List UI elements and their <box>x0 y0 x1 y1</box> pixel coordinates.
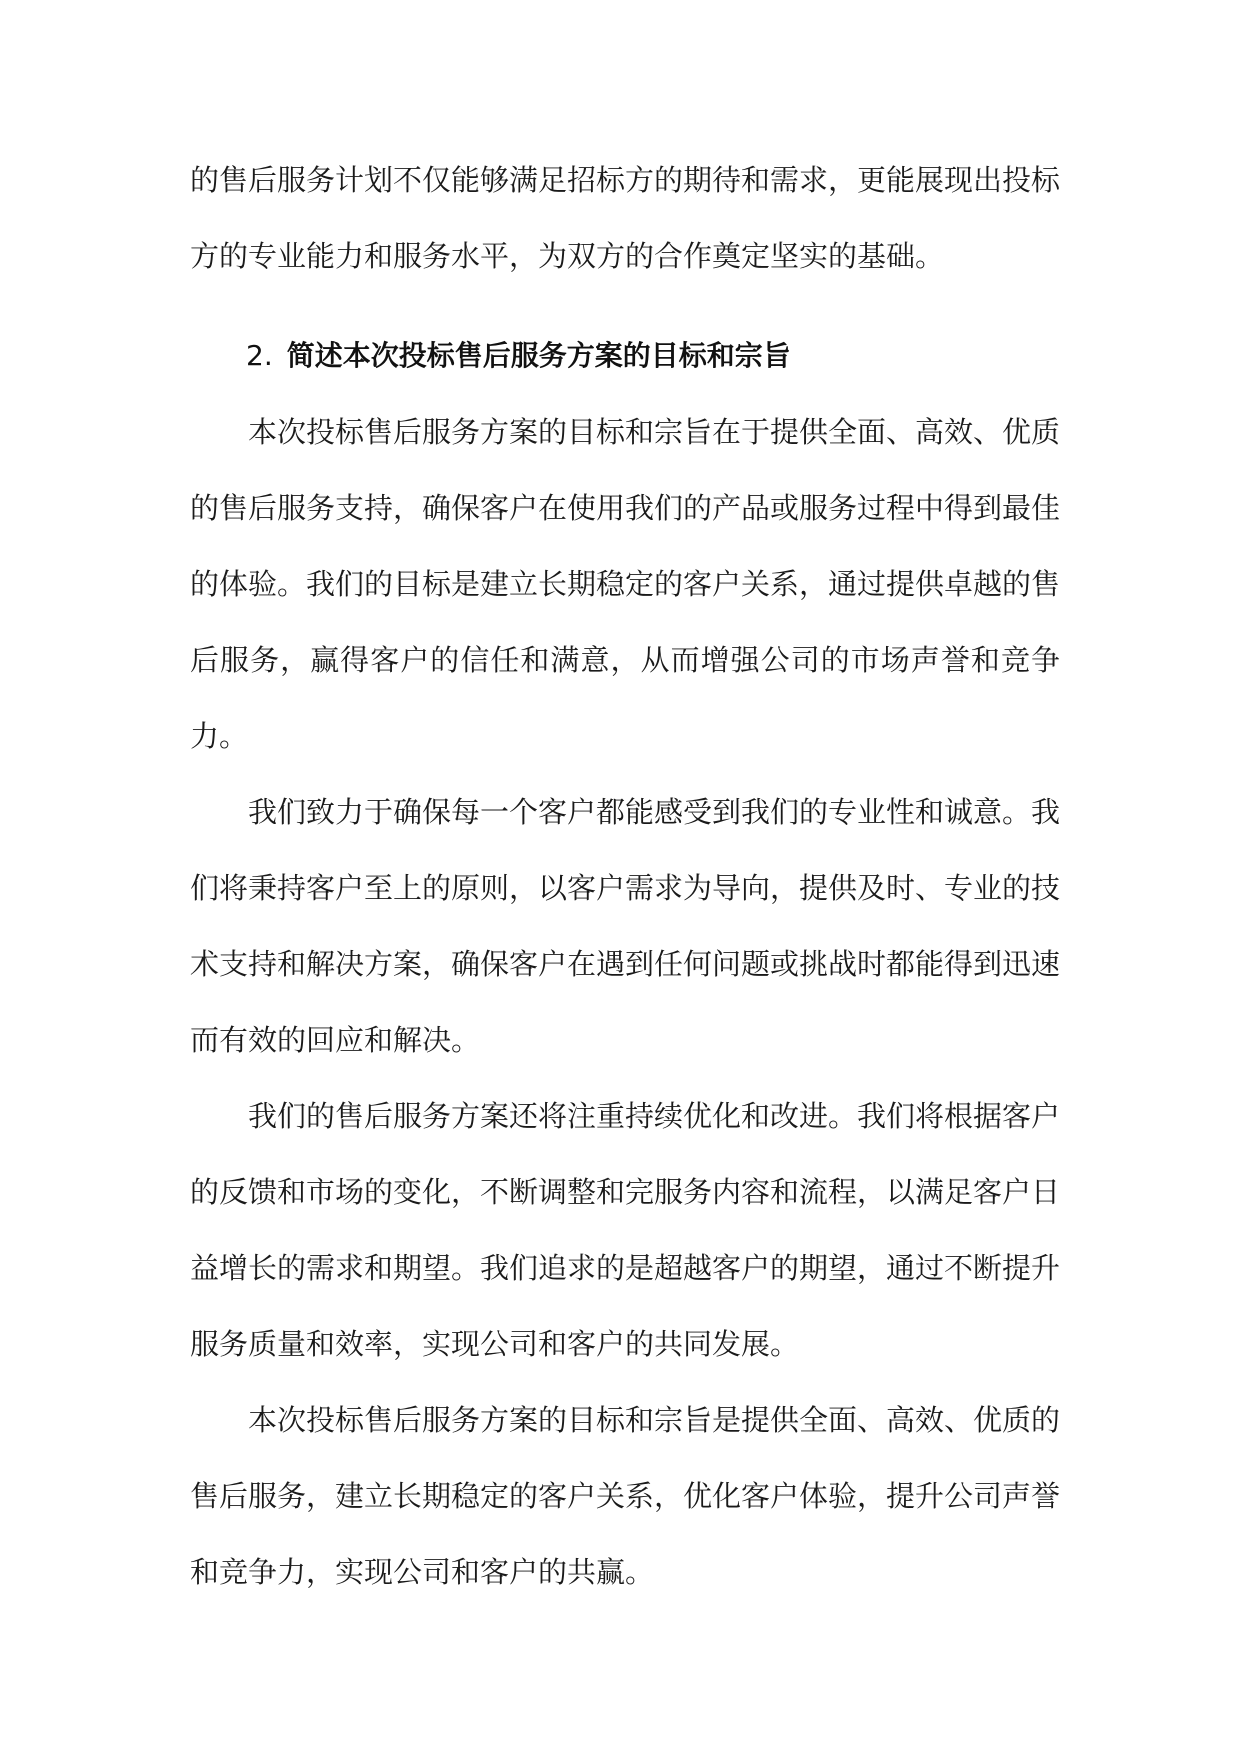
section-number: 2. <box>246 339 273 372</box>
section-title: 简述本次投标售后服务方案的目标和宗旨 <box>286 339 791 372</box>
paragraph-3: 我们的售后服务方案还将注重持续优化和改进。我们将根据客户的反馈和市场的变化，不断调整和完服务内容和流程，以满足客户日益增长的需求和期望。我们追求的是超越客户的期望，通过不断提升服务质量和效率，实现公司和客户的共同发展。 <box>190 1099 1061 1361</box>
continued-paragraph: 的售后服务计划不仅能够满足招标方的期待和需求，更能展现出投标方的专业能力和服务水平，为双方的合作奠定坚实的基础。 <box>190 163 1061 273</box>
section-heading <box>190 318 1060 394</box>
paragraph-1: 本次投标售后服务方案的目标和宗旨在于提供全面、高效、优质的售后服务支持，确保客户在使用我们的产品或服务过程中得到最佳的体验。我们的目标是建立长期稳定的客户关系，通过提供卓越的售后服务，赢得客户的信任和满意，从而增强公司的市场声誉和竞争力。 <box>190 415 1061 753</box>
paragraph-4: 本次投标售后服务方案的目标和宗旨是提供全面、高效、优质的售后服务，建立长期稳定的客户关系，优化客户体验，提升公司声誉和竞争力，实现公司和客户的共赢。 <box>190 1403 1061 1589</box>
document-body <box>190 142 1060 1610</box>
paragraph-2: 我们致力于确保每一个客户都能感受到我们的专业性和诚意。我们将秉持客户至上的原则，以客户需求为导向，提供及时、专业的技术支持和解决方案，确保客户在遇到任何问题或挑战时都能得到迅速而有效的回应和解决。 <box>190 795 1061 1057</box>
